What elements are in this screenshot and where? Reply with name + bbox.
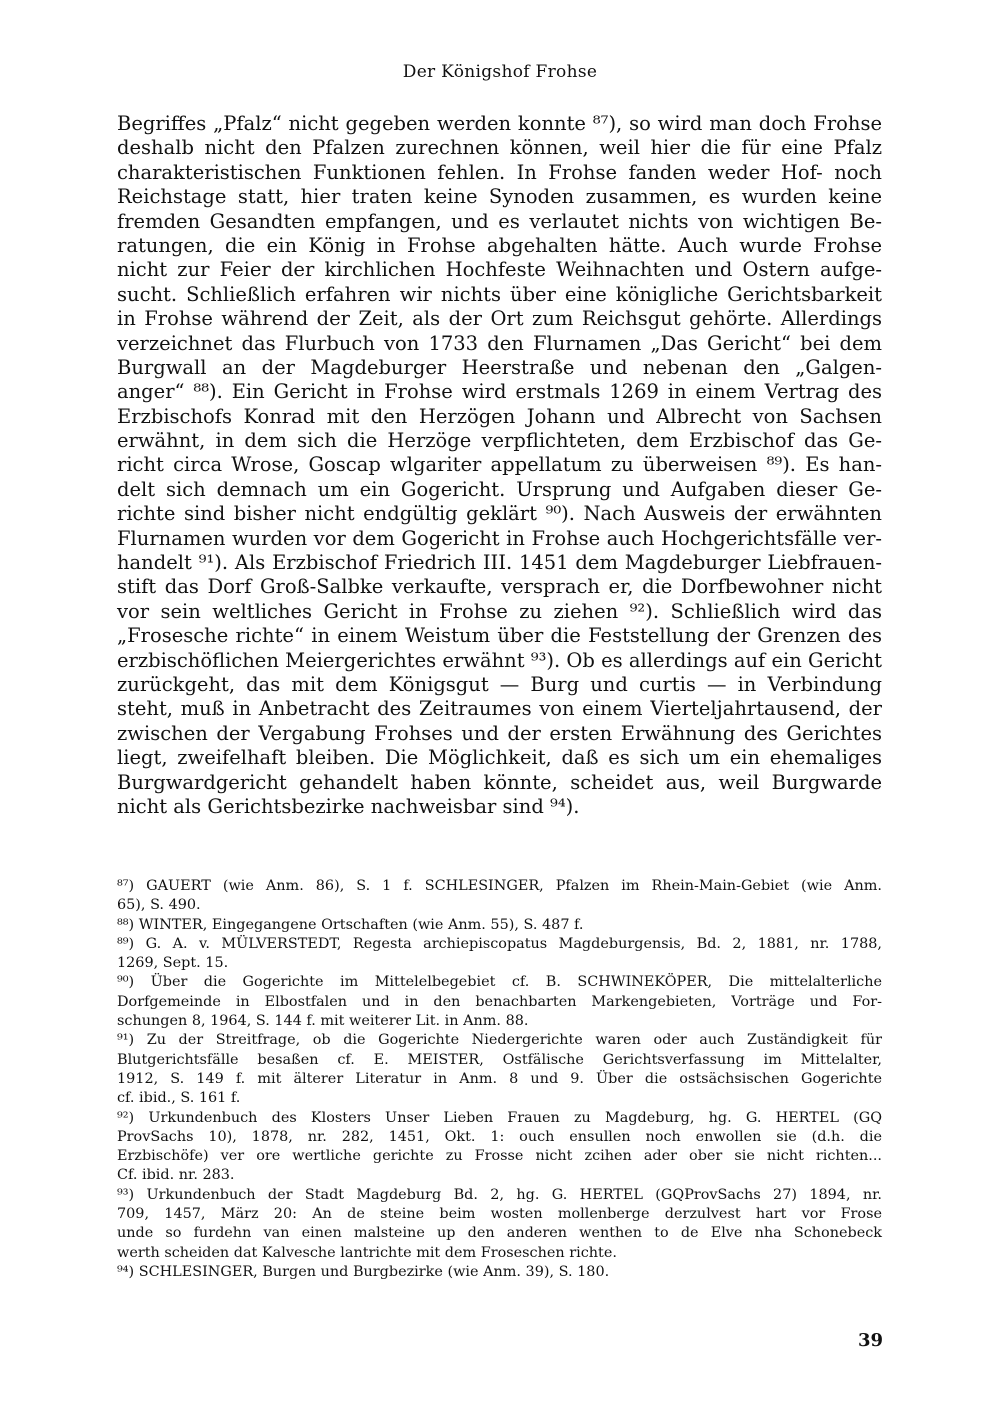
footnote-line: Blutgerichtsfälle besaßen cf. E. MEISTER, Ostfälische Gerichtsverfassung im Mittelalter, [117,1051,882,1068]
text-line: anger“ ⁸⁸). Ein Gericht in Frohse wird erstmals 1269 in einem Vertrag des [117,380,882,404]
footnote-line: ⁹²) Urkundenbuch des Klosters Unser Lieben Frauen zu Magdeburg, hg. G. HERTEL (GQ [117,1109,882,1126]
text-line: stift das Dorf Groß-Salbke verkaufte, versprach er, die Dorfbewohner nicht [117,575,882,599]
text-line: vor sein weltliches Gericht in Frohse zu ziehen ⁹²). Schließlich wird das [117,599,882,623]
text-line: richt circa Wrose, Goscap wlgariter appellatum zu überweisen ⁸⁹). Es han- [117,453,882,477]
text-line: delt sich demnach um ein Gogericht. Ursprung und Aufgaben dieser Ge- [117,477,882,501]
text-line: erzbischöflichen Meiergerichtes erwähnt ⁹³). Ob es allerdings auf ein Gericht [117,648,882,672]
footnote-line: cf. ibid., S. 161 f. [117,1090,241,1107]
text-line: erwähnt, in dem sich die Herzöge verpflichteten, dem Erzbischof das Ge- [117,429,882,453]
footnote-line: Erzbischöfe) ver ore wertliche gerichte zu Frosse nicht zcihen ader ober sie nicht richten... [117,1148,882,1165]
text-line: ratungen, die ein König in Frohse abgehalten hätte. Auch wurde Frohse [117,233,882,257]
running-head: Der Königshof Frohse [402,62,598,82]
text-line: Burgwardgericht gehandelt haben könnte, scheidet aus, weil Burgwarde [117,770,882,794]
footnote-line: 1912, S. 149 f. mit älterer Literatur in Anm. 8 und 9. Über die ostsächsischen Gogerichte [117,1070,882,1087]
footnote-line: ProvSachs 10), 1878, nr. 282, 1451, Okt. 1: ouch ensullen noch enwollen sie (d.h. die [117,1128,882,1145]
footnote-line: 709, 1457, März 20: An de steine beim wosten mollenberge derzulvest hart vor Frose [117,1206,882,1223]
text-line: Reichstage statt, hier traten keine Synoden zusammen, es wurden keine [117,185,882,209]
text-line: charakteristischen Funktionen fehlen. In Frohse fanden weder Hof- noch [117,160,882,184]
text-line: Flurnamen wurden vor dem Gogericht in Frohse auch Hochgerichtsfälle ver- [117,526,882,550]
footnote-line: unde so furdehn van einen malsteine up den anderen wenthen to de Elve nha Schonebeck [117,1225,882,1242]
text-line: liegt, zweifelhaft bleiben. Die Möglichkeit, daß es sich um ein ehemaliges [117,746,882,770]
text-line: nicht als Gerichtsbezirke nachweisbar sind ⁹⁴). [117,794,580,818]
footnote-line: Dorfgemeinde in Elbostfalen und in den benachbarten Markengebieten, Vorträge und For- [117,993,882,1010]
text-line: verzeichnet das Flurbuch von 1733 den Flurnamen „Das Gericht“ bei dem [117,331,882,355]
footnote-line: 1269, Sept. 15. [117,955,229,972]
footnote-line: werth scheiden dat Kalvesche lantrichte mit dem Froseschen richte. [117,1244,617,1261]
text-line: deshalb nicht den Pfalzen zurechnen können, weil hier die für eine Pfalz [117,136,882,160]
text-line: Burgwall an der Magdeburger Heerstraße und nebenan den „Galgen- [117,355,882,379]
text-line: Begriffes „Pfalz“ nicht gegeben werden konnte ⁸⁷), so wird man doch Frohse [117,112,882,135]
text-line: „Frosesche richte“ in einem Weistum über die Feststellung der Grenzen des [117,624,882,648]
text-line: zurückgeht, das mit dem Königsgut — Burg und curtis — in Verbindung [117,672,882,696]
footnote-line: ⁸⁸) WINTER, Eingegangene Ortschaften (wie Anm. 55), S. 487 f. [117,916,584,933]
footnote-line: 65), S. 490. [117,897,201,914]
footnote-line: ⁹¹) Zu der Streitfrage, ob die Gogerichte Niedergerichte waren oder auch Zuständigkeit für [117,1032,882,1049]
text-line: fremden Gesandten empfangen, und es verlautet nichts von wichtigen Be- [117,209,882,233]
text-line: zwischen der Vergabung Frohses und der ersten Erwähnung des Gerichtes [117,721,882,745]
footnote-line: schungen 8, 1964, S. 144 f. mit weiterer Lit. in Anm. 88. [117,1013,529,1030]
footnotes [117,877,882,1282]
footnote-line: ⁹³) Urkundenbuch der Stadt Magdeburg Bd. 2, hg. G. HERTEL (GQProvSachs 27) 1894, nr. [117,1186,882,1203]
text-line: richte sind bisher nicht endgültig geklärt ⁹⁰). Nach Ausweis der erwähnten [117,502,882,526]
footnote-line: ⁹⁰) Über die Gogerichte im Mittelelbegebiet cf. B. SCHWINEKÖPER, Die mittelalterliche [117,974,882,991]
main-text [117,112,882,819]
text-line: Erzbischofs Konrad mit den Herzögen Johann und Albrecht von Sachsen [117,404,882,428]
footnote-line: ⁸⁹) G. A. v. MÜLVERSTEDT, Regesta archiepiscopatus Magdeburgensis, Bd. 2, 1881, nr. 1788, [117,935,882,952]
text-line: in Frohse während der Zeit, als der Ort zum Reichsgut gehörte. Allerdings [117,307,882,331]
text-line: handelt ⁹¹). Als Erzbischof Friedrich III. 1451 dem Magdeburger Liebfrauen- [117,551,882,575]
footnote-line: ⁸⁷) GAUERT (wie Anm. 86), S. 1 f. SCHLESINGER, Pfalzen im Rhein-Main-Gebiet (wie Anm. [117,878,882,894]
text-line: steht, muß in Anbetracht des Zeitraumes von einem Vierteljahrtausend, der [117,697,882,721]
footnote-line: Cf. ibid. nr. 283. [117,1167,235,1184]
page-number: 39 [857,1330,883,1351]
footnote-line: ⁹⁴) SCHLESINGER, Burgen und Burgbezirke (wie Anm. 39), S. 180. [117,1263,610,1280]
text-line: sucht. Schließlich erfahren wir nichts über eine königliche Gerichtsbarkeit [117,282,882,306]
text-line: nicht zur Feier der kirchlichen Hochfeste Weihnachten und Ostern aufge- [117,258,882,282]
